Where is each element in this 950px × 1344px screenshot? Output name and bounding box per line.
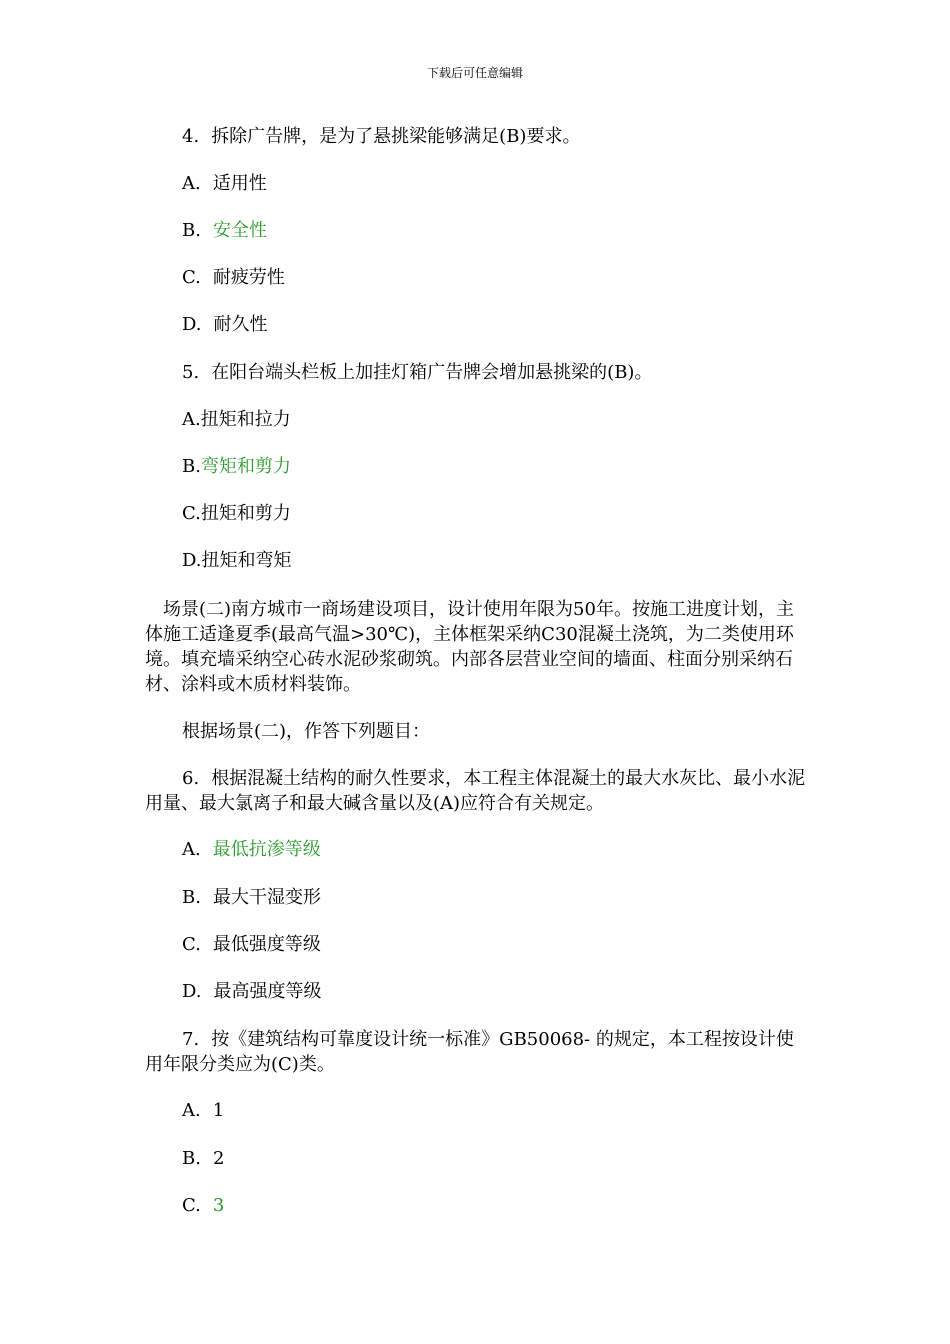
q6-option-d bbox=[182, 980, 322, 1004]
option-text-correct: 最低抗渗等级 bbox=[212, 839, 321, 860]
option-text: 扭矩和剪力 bbox=[200, 503, 291, 524]
q5-option-a bbox=[182, 408, 291, 432]
option-text: 耐久性 bbox=[213, 314, 268, 335]
option-letter: B. bbox=[182, 220, 201, 241]
question-number: 5. bbox=[182, 362, 200, 383]
option-text-correct: 安全性 bbox=[212, 220, 267, 241]
question-4 bbox=[182, 125, 580, 149]
q5-option-b bbox=[182, 455, 291, 479]
question-text: 在阳台端头栏板上加挂灯箱广告牌会增加悬挑梁的(B)。 bbox=[211, 362, 653, 383]
question-number: 7. bbox=[182, 1029, 200, 1050]
q7-option-a bbox=[182, 1099, 224, 1123]
option-text: 耐疲劳性 bbox=[212, 267, 285, 288]
option-text: 最大干湿变形 bbox=[212, 887, 321, 908]
option-text: 扭矩和弯矩 bbox=[201, 550, 292, 571]
option-letter: C. bbox=[182, 934, 201, 955]
option-letter: A. bbox=[182, 173, 201, 194]
option-text-correct: 3 bbox=[212, 1195, 225, 1216]
option-letter: A. bbox=[182, 839, 201, 860]
option-text: 最高强度等级 bbox=[213, 981, 322, 1002]
q4-option-a bbox=[182, 172, 267, 196]
option-text-correct: 弯矩和剪力 bbox=[200, 456, 291, 477]
scenario-paragraph: 场景(二)南方城市一商场建设项目，设计使用年限为50年。按施工进度计划，主体施工适逢夏季(最高气温>30℃)，主体框架采纳C30混凝土浇筑，为二类使用环境。填充墙采纳空心砖水泥砂浆砌筑。内部各层营业空间的墙面、柱面分别采纳石材、涂料或木质材料装饰。 bbox=[145, 599, 794, 695]
option-text: 扭矩和拉力 bbox=[200, 409, 291, 430]
option-letter: C. bbox=[182, 503, 201, 524]
option-letter: D. bbox=[182, 314, 202, 335]
option-letter: B. bbox=[182, 887, 201, 908]
question-text: 拆除广告牌，是为了悬挑梁能够满足(B)要求。 bbox=[211, 126, 581, 147]
q6-option-b bbox=[182, 886, 321, 910]
q4-option-b bbox=[182, 219, 267, 243]
option-letter: D. bbox=[182, 981, 202, 1002]
option-letter: B. bbox=[182, 456, 201, 477]
q6-option-a bbox=[182, 838, 321, 862]
question-number: 4. bbox=[182, 126, 200, 147]
page-header: 下载后可任意编辑 bbox=[426, 66, 523, 80]
instruction-text: 根据场景(二)，作答下列题目： bbox=[182, 721, 431, 742]
option-text: 适用性 bbox=[212, 173, 267, 194]
option-letter: B. bbox=[182, 1148, 201, 1169]
question-5 bbox=[182, 361, 652, 385]
q7-option-c bbox=[182, 1194, 224, 1218]
option-letter: A. bbox=[182, 1100, 201, 1121]
q4-option-c bbox=[182, 266, 285, 290]
option-letter: A. bbox=[182, 409, 201, 430]
q4-option-d bbox=[182, 313, 268, 337]
q6-option-c bbox=[182, 933, 321, 957]
option-text: 2 bbox=[212, 1148, 225, 1169]
question-7 bbox=[145, 1027, 810, 1077]
option-letter: C. bbox=[182, 267, 201, 288]
q5-option-c bbox=[182, 502, 291, 526]
option-letter: C. bbox=[182, 1195, 201, 1216]
q7-option-b bbox=[182, 1147, 224, 1171]
question-text: 根据混凝土结构的耐久性要求，本工程主体混凝土的最大水灰比、最小水泥用量、最大氯离子和最大碱含量以及(A)应符合有关规定。 bbox=[145, 768, 806, 814]
q5-option-d bbox=[182, 549, 292, 573]
question-text: 按《建筑结构可靠度设计统一标准》GB50068- 的规定，本工程按设计使用年限分类应为(C)类。 bbox=[145, 1029, 794, 1075]
option-letter: D. bbox=[182, 550, 202, 571]
option-text: 最低强度等级 bbox=[212, 934, 321, 955]
question-6 bbox=[145, 766, 810, 816]
option-text: 1 bbox=[212, 1100, 225, 1121]
question-number: 6. bbox=[182, 768, 200, 789]
